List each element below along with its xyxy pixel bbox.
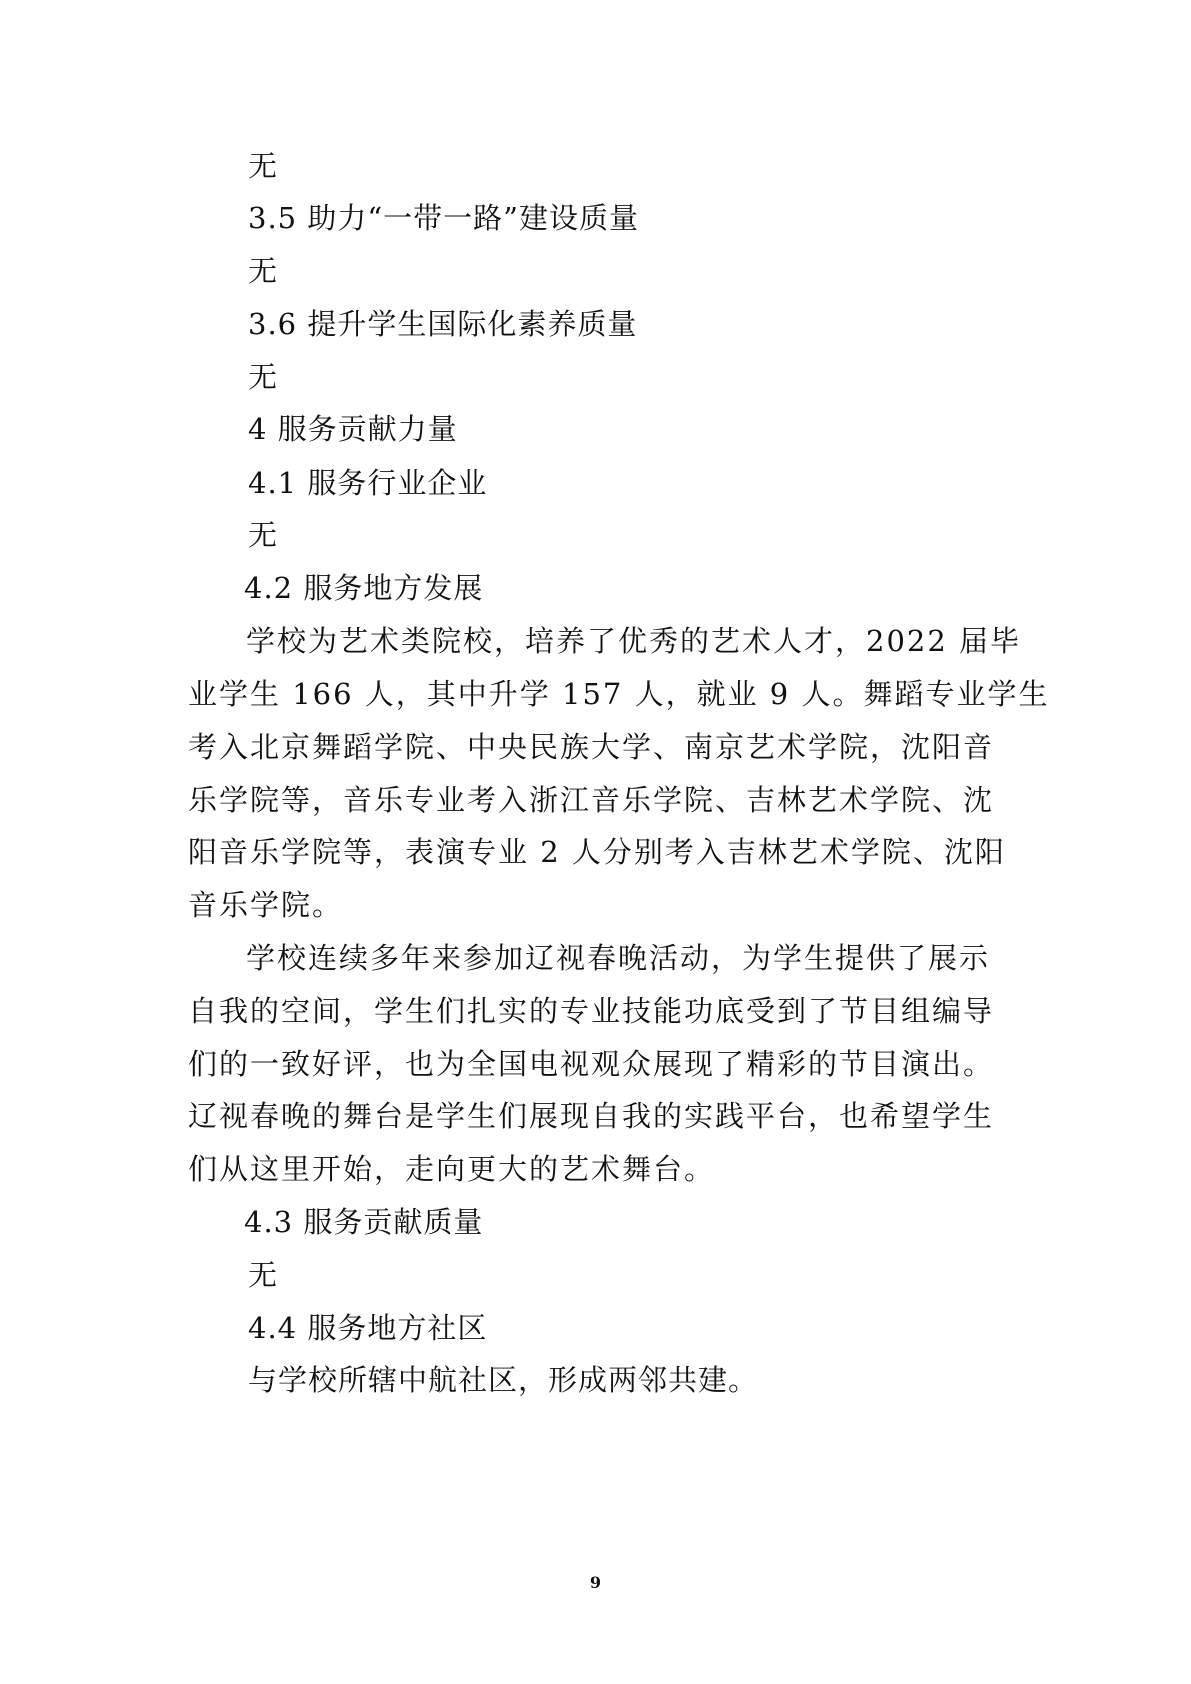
- section-3-5-heading: 3.5 助力“一带一路”建设质量: [248, 201, 639, 235]
- paragraph-line: 乐学院等，音乐专业考入浙江音乐学院、吉林艺术学院、沈: [188, 783, 995, 817]
- section-4-3-heading: 4.3 服务贡献质量: [244, 1205, 484, 1239]
- page-number: 9: [589, 1573, 602, 1592]
- paragraph-line: 自我的空间，学生们扎实的专业技能功底受到了节目组编导: [188, 994, 995, 1028]
- section-4-1-heading: 4.1 服务行业企业: [248, 466, 488, 500]
- paragraph-line: 学校连续多年来参加辽视春晚活动，为学生提供了展示: [246, 941, 991, 975]
- paragraph-line: 们的一致好评，也为全国电视观众展现了精彩的节目演出。: [188, 1047, 995, 1081]
- section-3-5-content: 无: [248, 254, 279, 288]
- section-4-4-content: 与学校所辖中航社区，形成两邻共建。: [248, 1363, 759, 1397]
- section-4-heading: 4 服务贡献力量: [248, 412, 458, 446]
- section-3-6-heading: 3.6 提升学生国际化素养质量: [248, 307, 638, 341]
- section-4-2-heading: 4.2 服务地方发展: [244, 571, 484, 605]
- section-4-1-content: 无: [248, 518, 279, 552]
- paragraph-line: 业学生 166 人，其中升学 157 人，就业 9 人。舞蹈专业学生: [188, 677, 1050, 711]
- section-3-6-content: 无: [248, 360, 279, 394]
- section-4-3-content: 无: [248, 1258, 279, 1292]
- section-3-4-content: 无: [248, 149, 279, 183]
- paragraph-line: 们从这里开始，走向更大的艺术舞台。: [188, 1152, 716, 1186]
- paragraph-line: 阳音乐学院等，表演专业 2 人分别考入吉林艺术学院、沈阳: [188, 835, 1006, 869]
- section-4-4-heading: 4.4 服务地方社区: [248, 1311, 488, 1345]
- paragraph-line: 考入北京舞蹈学院、中央民族大学、南京艺术学院，沈阳音: [188, 730, 995, 764]
- paragraph-line: 学校为艺术类院校，培养了优秀的艺术人才，2022 届毕: [246, 624, 1022, 658]
- paragraph-line: 音乐学院。: [188, 888, 344, 922]
- paragraph-line: 辽视春晚的舞台是学生们展现自我的实践平台，也希望学生: [188, 1099, 995, 1133]
